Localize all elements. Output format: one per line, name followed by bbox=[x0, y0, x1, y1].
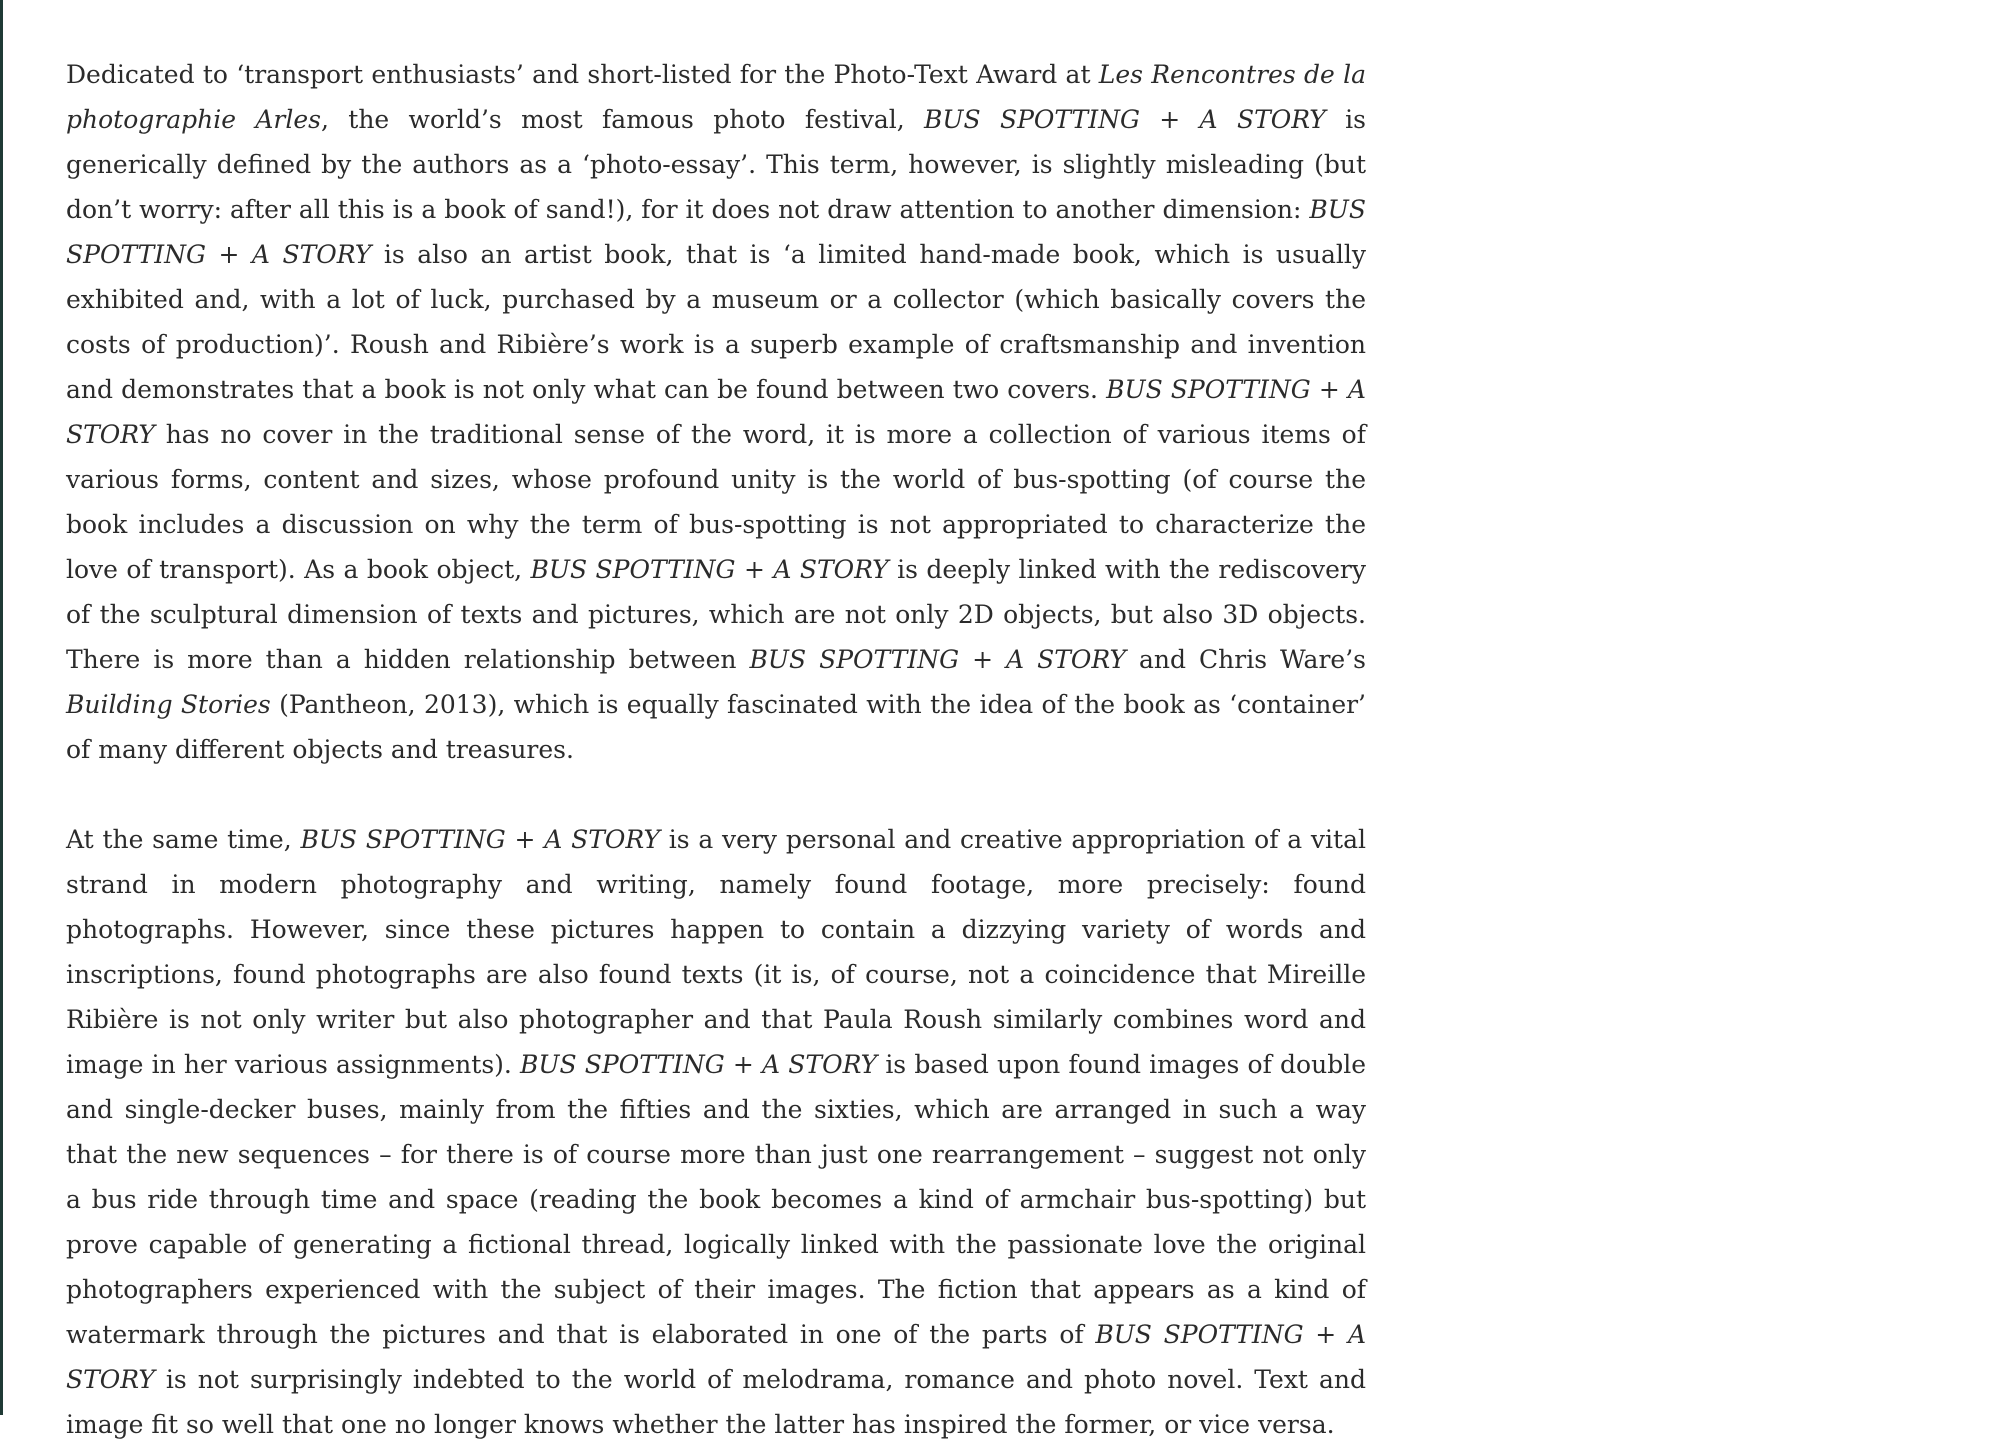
text-run: is a very personal and creative appropriation of a vital strand in modern photography and writing, namely found footage, more precisely: found photographs. However, since these pictures happen to contain a dizzying variety of words and inscriptions, found photographs are also found texts (it is, of course, not a coincidence that Mireille Ribière is not only writer but also photographer and that Paula Roush similarly combines word and image in her various assignments). bbox=[66, 825, 1366, 1079]
text-run: (Pantheon, 2013), which is equally fascinated with the idea of the book as ‘container’ of many different objects and treasures. bbox=[66, 690, 1367, 764]
italic-run: BUS SPOTTING + A STORY bbox=[530, 555, 889, 584]
text-run: is also an artist book, that is ‘a limited hand-made book, which is usually exhibited and, with a lot of luck, purchased by a museum or a collector (which basically covers the costs of production)’. Roush and Ribière’s work is a superb example of craftsmanship and invention and demonstrates that a book is not only what can be found between two covers. bbox=[66, 240, 1366, 404]
italic-run: Building Stories bbox=[66, 690, 271, 719]
italic-run: BUS SPOTTING + A STORY bbox=[66, 375, 1366, 449]
italic-run: BUS SPOTTING + A STORY bbox=[66, 195, 1366, 269]
italic-run: BUS SPOTTING + A STORY bbox=[520, 1050, 878, 1079]
text-run: is deeply linked with the rediscovery of the sculptural dimension of texts and pictures, which are not only 2D objects, but also 3D objects. There is more than a hidden relationship between bbox=[66, 555, 1366, 674]
text-run: and Chris Ware’s bbox=[1125, 645, 1366, 674]
paragraph-1 bbox=[66, 52, 1366, 772]
italic-run: BUS SPOTTING + A STORY bbox=[749, 645, 1126, 674]
italic-run: BUS SPOTTING + A STORY bbox=[924, 105, 1326, 134]
text-run: is not surprisingly indebted to the world of melodrama, romance and photo novel. Text and image fit so well that one no longer knows whether the latter has inspired the former, or vice versa. bbox=[66, 1365, 1366, 1439]
text-run: Dedicated to ‘transport enthusiasts’ and short-listed for the Photo-Text Award at bbox=[66, 60, 1099, 89]
italic-run: BUS SPOTTING + A STORY bbox=[66, 1320, 1367, 1394]
text-run: is based upon found images of double and single-decker buses, mainly from the fifties and the sixties, which are arranged in such a way that the new sequences – for there is of course more than just one rearrangement – suggest not only a bus ride through time and space (reading the book becomes a kind of armchair bus-spotting) but prove capable of generating a fictional thread, logically linked with the passionate love the original photographers experienced with the subject of their images. The fiction that appears as a kind of watermark through the pictures and that is elaborated in one of the parts of bbox=[66, 1050, 1366, 1349]
page-edge-rule bbox=[0, 0, 3, 1415]
text-run: , the world’s most famous photo festival, bbox=[320, 105, 925, 134]
text-run: is generically defined by the authors as a ‘photo-essay’. This term, however, is slightly misleading (but don’t worry: after all this is a book of sand!), for it does not draw attention to another dimension: bbox=[66, 105, 1366, 224]
article-body bbox=[66, 52, 1366, 1447]
italic-run: BUS SPOTTING + A STORY bbox=[300, 825, 660, 854]
text-run: At the same time, bbox=[66, 825, 301, 854]
text-run: has no cover in the traditional sense of the word, it is more a collection of various items of various forms, content and sizes, whose profound unity is the world of bus-spotting (of course the book includes a discussion on why the term of bus-spotting is not appropriated to characterize the love of transport). As a book object, bbox=[66, 420, 1366, 584]
italic-run: Les Rencontres de la photographie Arles bbox=[66, 60, 1366, 134]
paragraph-2 bbox=[66, 817, 1366, 1447]
